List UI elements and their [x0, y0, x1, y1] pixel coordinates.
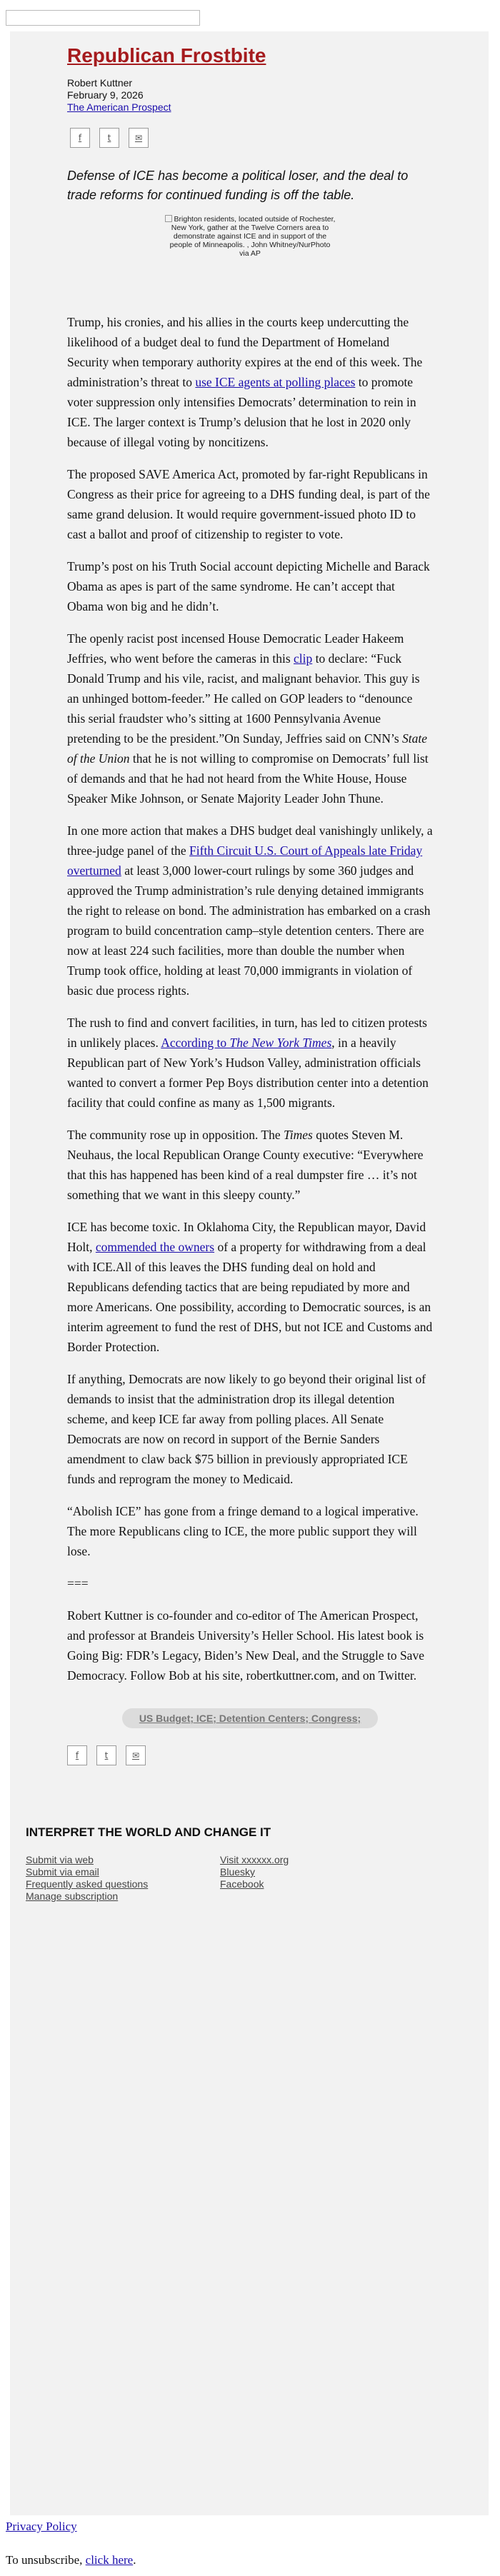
paragraph: The openly racist post incensed House Democratic Leader Hakeem Jeffries, who went before the cameras in this clip to declare: “Fuck Donald Trump and his vile, racist, and malignant behavior. This guy is an unhinged bottom-feeder.” He called on GOP leaders to “denounce this serial fraudster who’s sitting at 1600 Pennsylvania Avenue pretending to be the president.”On Sunday, Jeffries said on CNN’s State of the Union that he is not willing to compromise on Democrats’ full list of demands and that he had not heard from the White House, House Speaker Mike Johnson, or Senate Majority Leader John Thune. — [67, 631, 429, 806]
tags-container — [67, 1708, 433, 1728]
footer — [10, 1803, 489, 1903]
publish-date: February 9, 2026 — [67, 89, 144, 101]
footer-links — [10, 1854, 489, 1903]
unsubscribe-line: To unsubscribe, click here. — [6, 2553, 136, 2567]
nyt-link[interactable]: According to The New York Times — [161, 1036, 332, 1050]
broken-image-icon — [165, 215, 172, 222]
email-share-icon[interactable]: ✉ — [126, 1745, 146, 1765]
paragraph: In one more action that makes a DHS budget deal vanishingly unlikely, a three-judge panel of the Fifth Circuit U.S. Court of Appeals late Friday overturned at least 3,000 lower-court rulings by some 360 judges and approved the Trump administration’s rule denying detained immigrants the right to release on bond. The administration has embarked on a crash program to build concentration camp–style detention centers. There are now at least 224 such facilities, more than double the number when Trump took office, holding at least 70,000 immigrants in violation of basic due process rights. — [67, 823, 433, 998]
article-headline-link[interactable]: Republican Frostbite — [67, 44, 266, 66]
twitter-share-icon[interactable]: t — [99, 128, 119, 148]
email-inner — [10, 44, 489, 1765]
unsubscribe-link[interactable]: click here — [85, 2553, 134, 2567]
footer-links-right — [220, 1854, 363, 1903]
visit-site-link[interactable]: Visit xxxxxx.org — [220, 1854, 289, 1865]
facebook-link[interactable]: Facebook — [220, 1878, 264, 1890]
paragraph: The rush to find and convert facilities, in turn, has led to citizen protests in unlikely places. According to The New York Times, in a heavily Republican part of New York’s Hudson Valley, administration officials wanted to convert a former Pep Boys distribution center into a detention facility that could confine as many as 1,500 migrants. — [67, 1016, 429, 1110]
twitter-share-icon[interactable]: t — [96, 1745, 116, 1765]
author-bio: Robert Kuttner is co-founder and co-editor of The American Prospect, and professor at Brandeis University’s Heller School. His latest book is Going Big: FDR’s Legacy, Biden’s New Deal, and the Struggle to Save Democracy. Follow Bob at his site, robertkuttner.com, and on Twitter. — [67, 1608, 424, 1683]
clip-link[interactable]: clip — [294, 651, 313, 666]
paragraph: “Abolish ICE” has gone from a fringe demand to a logical imperative. The more Republicans cling to ICE, the more public support they will lose. — [67, 1504, 419, 1558]
privacy-policy-link[interactable]: Privacy Policy — [6, 2520, 77, 2533]
submit-email-link[interactable]: Submit via email — [26, 1866, 99, 1878]
faq-link[interactable]: Frequently asked questions — [26, 1878, 149, 1890]
photo-caption-text: Brighton residents, located outside of Rochester, New York, gather at the Twelve Corners area to demonstrate against ICE and in support of the people of Minneapolis. , John Whitney/NurPhoto via AP — [169, 215, 336, 258]
photo-caption — [164, 215, 336, 258]
article-dek: Defense of ICE has become a political loser, and the deal to trade reforms for continued funding is off the table. — [67, 169, 409, 202]
section-divider: === — [67, 1576, 89, 1590]
email-body — [10, 31, 489, 2515]
header-image-placeholder — [6, 10, 200, 26]
paragraph: ICE has become toxic. In Oklahoma City, the Republican mayor, David Holt, commended the owners of a property for withdrawing from a deal with ICE.All of this leaves the DHS funding deal on hold and Republicans defending tactics that are being repudiated by more and more Americans. One possibility, according to Democratic sources, is an interim agreement to fund the rest of DHS, but not ICE and Customs and Border Protection. — [67, 1220, 433, 1354]
manage-subscription-link[interactable]: Manage subscription — [26, 1890, 119, 1902]
email-share-icon[interactable]: ✉ — [129, 128, 149, 148]
paragraph: Trump’s post on his Truth Social account depicting Michelle and Barack Obama as apes is part of the same syndrome. He can’t accept that Obama won big and he didn’t. — [67, 559, 430, 613]
facebook-share-icon[interactable]: f — [70, 128, 90, 148]
polling-places-link[interactable]: use ICE agents at polling places — [195, 375, 356, 389]
submit-web-link[interactable]: Submit via web — [26, 1854, 94, 1865]
byline-block — [67, 77, 433, 114]
footer-title: INTERPRET THE WORLD AND CHANGE IT — [26, 1825, 271, 1839]
footer-links-left — [26, 1854, 220, 1903]
paragraph: The community rose up in opposition. The Times quotes Steven M. Neuhaus, the local Republican Orange County executive: “Everywhere that this has happened has been kind of a real dumpster fire … it’s not something that we want in this sleepy county.” — [67, 1128, 424, 1202]
author-name: Robert Kuttner — [67, 77, 133, 89]
paragraph: The proposed SAVE America Act, promoted by far-right Republicans in Congress as their price for agreeing to a DHS funding deal, is part of the same grand delusion. It would require government-issued photo ID to cast a ballot and proof of citizenship to register to vote. — [67, 467, 430, 541]
paragraph: Trump, his cronies, and his allies in the courts keep undercutting the likelihood of a budget deal to fund the Department of Homeland Security when temporary authority expires at the end of this week. The administration’s threat to use ICE agents at polling places to promote voter suppression only intensifies Democrats’ determination to rein in ICE. The larger context is Trump’s delusion that he lost in 2020 only because of illegal voting by noncitizens. — [67, 315, 423, 449]
article-body — [67, 312, 433, 1685]
publication-link[interactable]: The American Prospect — [67, 101, 171, 113]
facebook-share-icon[interactable]: f — [67, 1745, 87, 1765]
fifth-circuit-link[interactable]: Fifth Circuit U.S. Court of Appeals late Friday overturned — [67, 843, 423, 878]
share-icons-bottom — [67, 1745, 433, 1765]
bluesky-link[interactable]: Bluesky — [220, 1866, 256, 1878]
tags-link[interactable]: US Budget; ICE; Detention Centers; Congress; — [122, 1708, 378, 1728]
commended-owners-link[interactable]: commended the owners — [95, 1240, 215, 1254]
paragraph: If anything, Democrats are now likely to go beyond their original list of demands to insist that the administration drop its illegal detention scheme, and keep ICE far away from polling places. All Senate Democrats are now on record in support of the Bernie Sanders amendment to claw back $75 billion in previously appropriated ICE funds and reprogram the money to Medicaid. — [67, 1372, 426, 1486]
share-icons-top — [70, 128, 433, 148]
